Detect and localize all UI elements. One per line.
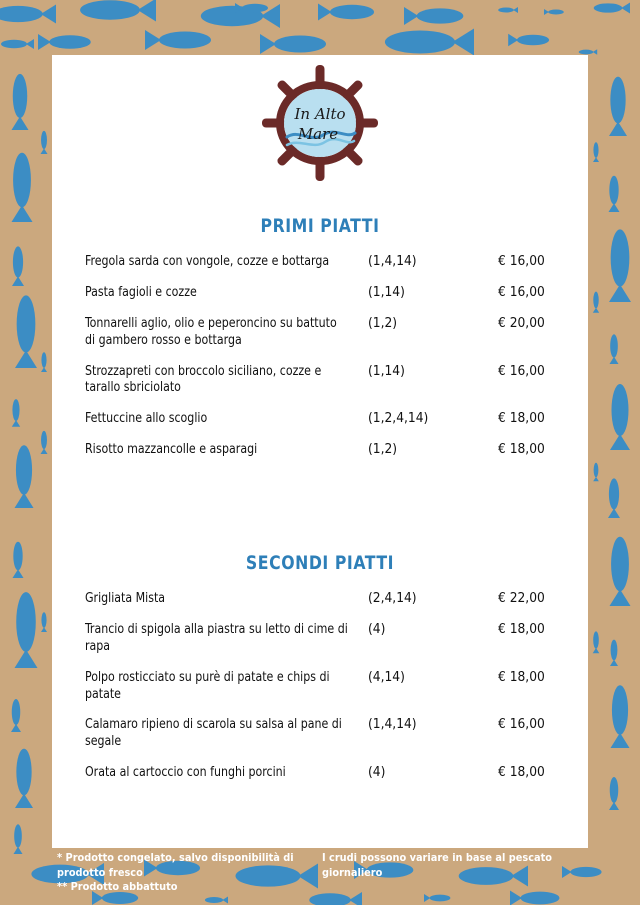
logo-text-line2: Mare bbox=[297, 125, 339, 143]
dish-name: Risotto mazzancolle e asparagi bbox=[85, 442, 258, 458]
dish-name: Fregola sarda con vongole, cozze e bottarga bbox=[85, 254, 330, 269]
menu-item-row[interactable] bbox=[85, 411, 574, 428]
dish-allergens: (1,2) bbox=[368, 315, 398, 331]
dish-name: Grigliata Mista bbox=[85, 591, 166, 606]
dish-price: € 16,00 bbox=[498, 284, 545, 300]
menu-sheet bbox=[52, 55, 588, 848]
dish-price: € 22,00 bbox=[498, 591, 545, 606]
dish-price: € 16,00 bbox=[498, 254, 545, 269]
dish-allergens: (1,14) bbox=[368, 284, 405, 300]
menu-item-row[interactable] bbox=[85, 622, 574, 656]
dish-name: Tonnarelli aglio, olio e peperoncino su battuto di gambero rosso e bottarga bbox=[85, 315, 337, 348]
dish-name: Polpo rosticciato su purè di patate e chips di patate bbox=[85, 669, 330, 702]
footer-note-raw-fish: I crudi possono variare in base al pescato giornaliero bbox=[322, 852, 553, 879]
menu-item-row[interactable] bbox=[85, 442, 574, 459]
dish-allergens: (4) bbox=[368, 765, 386, 781]
logo-text-line1: In Alto bbox=[294, 105, 346, 123]
dish-allergens: (1,14) bbox=[368, 363, 405, 379]
dish-price: € 18,00 bbox=[498, 411, 545, 427]
menu-item-row[interactable] bbox=[85, 765, 574, 782]
menu-item-row[interactable] bbox=[85, 364, 574, 398]
dish-price: € 18,00 bbox=[498, 669, 545, 685]
ship-wheel-icon bbox=[262, 65, 378, 181]
dish-name: Orata al cartoccio con funghi porcini bbox=[85, 765, 286, 781]
dish-name: Pasta fagioli e cozze bbox=[85, 284, 197, 300]
menu-item-row[interactable] bbox=[85, 285, 574, 302]
dish-price: € 18,00 bbox=[498, 442, 545, 458]
dish-name: Trancio di spigola alla piastra su letto di cime di rapa bbox=[85, 621, 348, 654]
dish-allergens: (1,2) bbox=[368, 442, 398, 458]
menu-item-row[interactable] bbox=[85, 591, 574, 608]
section-heading-primi: PRIMI PIATTI bbox=[260, 215, 380, 237]
dish-allergens: (2,4,14) bbox=[368, 591, 417, 606]
dish-allergens: (1,4,14) bbox=[368, 717, 417, 733]
dish-allergens: (1,2,4,14) bbox=[368, 411, 429, 427]
dish-name: Fettuccine allo scoglio bbox=[85, 411, 208, 427]
section-primi-piatti bbox=[52, 215, 588, 459]
section-secondi-piatti bbox=[52, 552, 588, 782]
dish-allergens: (1,4,14) bbox=[368, 254, 417, 269]
dish-price: € 18,00 bbox=[498, 765, 545, 781]
dish-price: € 18,00 bbox=[498, 621, 545, 637]
dish-price: € 16,00 bbox=[498, 717, 545, 733]
dish-name: Calamaro ripieno di scarola su salsa al pane di segale bbox=[85, 717, 342, 750]
secondi-item-list bbox=[52, 591, 588, 782]
menu-item-row[interactable] bbox=[85, 670, 574, 704]
menu-item-row[interactable] bbox=[85, 717, 574, 751]
dish-price: € 16,00 bbox=[498, 363, 545, 379]
menu-item-row[interactable] bbox=[85, 316, 574, 350]
section-heading-secondi: SECONDI PIATTI bbox=[245, 552, 395, 574]
dish-allergens: (4,14) bbox=[368, 669, 405, 685]
dish-allergens: (4) bbox=[368, 621, 386, 637]
dish-name: Strozzapreti con broccolo siciliano, cozze e tarallo sbriciolato bbox=[85, 363, 322, 396]
dish-price: € 20,00 bbox=[498, 315, 545, 331]
restaurant-logo bbox=[52, 61, 588, 191]
primi-item-list bbox=[52, 254, 588, 459]
footer-note-frozen-products: * Prodotto congelato, salvo disponibilità di prodotto fresco ** Prodotto abbattuto bbox=[57, 852, 294, 894]
menu-item-row[interactable] bbox=[85, 254, 574, 271]
